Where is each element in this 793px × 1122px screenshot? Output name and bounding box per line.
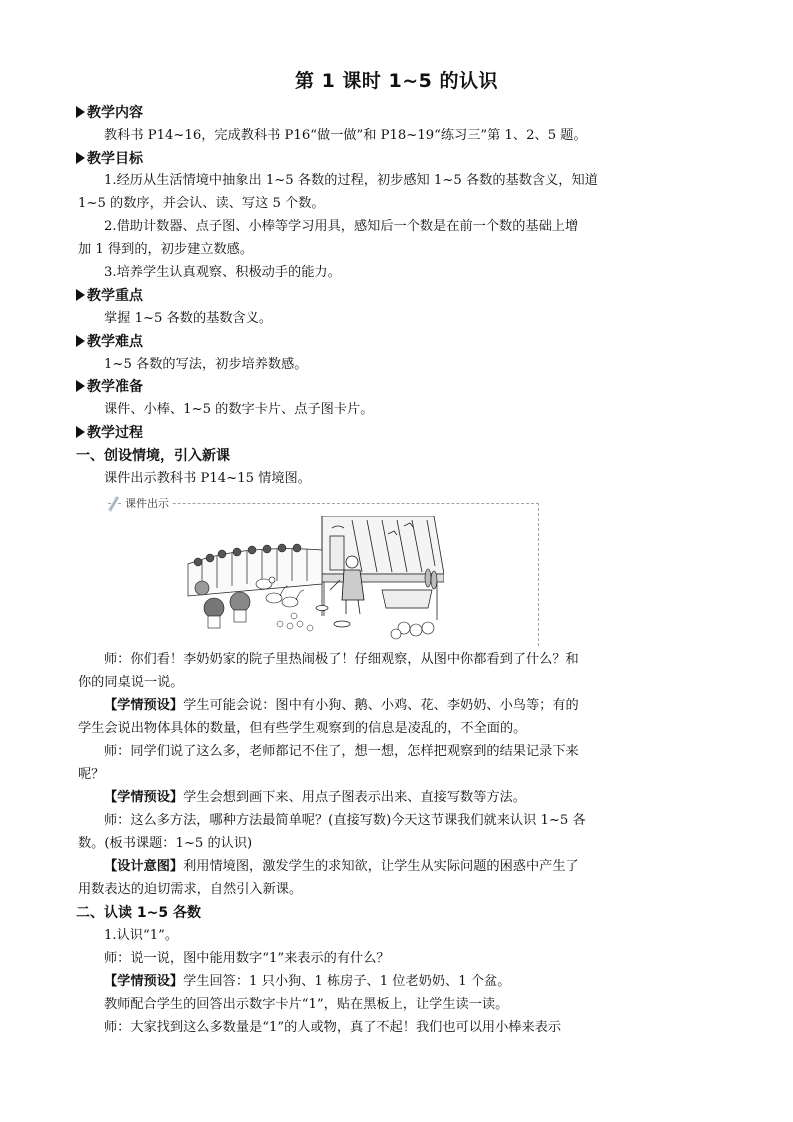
triangle-bullet-icon (76, 335, 85, 347)
s1-p5-line-1: 师：这么多方法，哪种方法最简单呢？(直接写数)今天这节课我们就来认识 1~5 各 (104, 813, 586, 828)
courtyard-scene-image (182, 516, 444, 644)
figure-label: 课件出示 (122, 495, 172, 511)
goal-2-line-2: 加 1 得到的，初步建立数感。 (78, 242, 254, 257)
heading-key: 教学重点 (76, 287, 143, 305)
s1-p2-line-2: 学生会说出物体具体的数量，但有些学生观察到的信息是凌乱的，不全面的。 (78, 721, 527, 736)
prep-text: 课件、小棒、1~5 的数字卡片、点子图卡片。 (104, 402, 374, 417)
s1-p3-line-1: 师：同学们说了这么多，老师都记不住了，想一想，怎样把观察到的结果记录下来 (104, 744, 579, 759)
triangle-bullet-icon (76, 152, 85, 164)
s2-line-1: 1.认识“1”。 (104, 928, 179, 943)
s2-line-3: 【学情预设】学生回答：1 只小狗、1 栋房子、1 位老奶奶、1 个盆。 (104, 974, 511, 989)
goal-3: 3.培养学生认真观察、积极动手的能力。 (104, 265, 341, 280)
s1-p3-line-2: 呢？ (78, 767, 105, 782)
s1-p4-line-1: 【学情预设】学生会想到画下来、用点子图表示出来、直接写数等方法。 (104, 790, 526, 805)
s1-p5-line-2: 数。(板书课题：1~5 的认识) (78, 836, 253, 851)
s1-p2-line-1: 【学情预设】学生可能会说：图中有小狗、鹅、小鸡、花、李奶奶、小鸟等；有的 (104, 698, 579, 713)
s1-p6-line-2: 用数表达的迫切需求，自然引入新课。 (78, 882, 303, 897)
heading-difficulty: 教学难点 (76, 333, 143, 351)
heading-prep: 教学准备 (76, 378, 143, 396)
section-2-title: 二、认读 1~5 各数 (76, 905, 201, 921)
s2-line-2: 师：说一说，图中能用数字“1”来表示的有什么？ (104, 951, 390, 966)
goal-1-line-1: 1.经历从生活情境中抽象出 1~5 各数的过程，初步感知 1~5 各数的基数含义，知道 (104, 173, 598, 188)
s1-p1-line-1: 师：你们看！李奶奶家的院子里热闹极了！仔细观察，从图中你都看到了什么？和 (104, 652, 579, 667)
key-text: 掌握 1~5 各数的基数含义。 (104, 311, 273, 326)
triangle-bullet-icon (76, 289, 85, 301)
heading-goals: 教学目标 (76, 150, 143, 168)
content-text: 教科书 P14~16，完成教科书 P16“做一做”和 P18~19“练习三”第 1、2、5 题。 (104, 128, 587, 143)
lesson-title: 第 1 课时 1~5 的认识 (294, 70, 499, 92)
triangle-bullet-icon (76, 426, 85, 438)
s2-line-5: 师：大家找到这么多数量是“1”的人或物，真了不起！我们也可以用小棒来表示 (104, 1020, 562, 1035)
goal-2-line-1: 2.借助计数器、点子图、小棒等学习用具，感知后一个数是在前一个数的基础上增 (104, 219, 579, 234)
s1-p6-line-1: 【设计意图】利用情境图，激发学生的求知欲，让学生从实际问题的困惑中产生了 (104, 859, 579, 874)
section-1-intro: 课件出示教科书 P14~15 情境图。 (104, 471, 311, 486)
s1-p1-line-2: 你的同桌说一说。 (78, 675, 184, 690)
goal-1-line-2: 1~5 的数序，并会认、读、写这 5 个数。 (78, 196, 325, 211)
triangle-bullet-icon (76, 106, 85, 118)
heading-process: 教学过程 (76, 424, 143, 442)
section-1-title: 一、创设情境，引入新课 (76, 448, 230, 464)
heading-content: 教学内容 (76, 104, 143, 122)
s2-line-4: 教师配合学生的回答出示数字卡片“1”，贴在黑板上，让学生读一读。 (104, 997, 509, 1012)
triangle-bullet-icon (76, 380, 85, 392)
difficulty-text: 1~5 各数的写法，初步培养数感。 (104, 357, 308, 372)
